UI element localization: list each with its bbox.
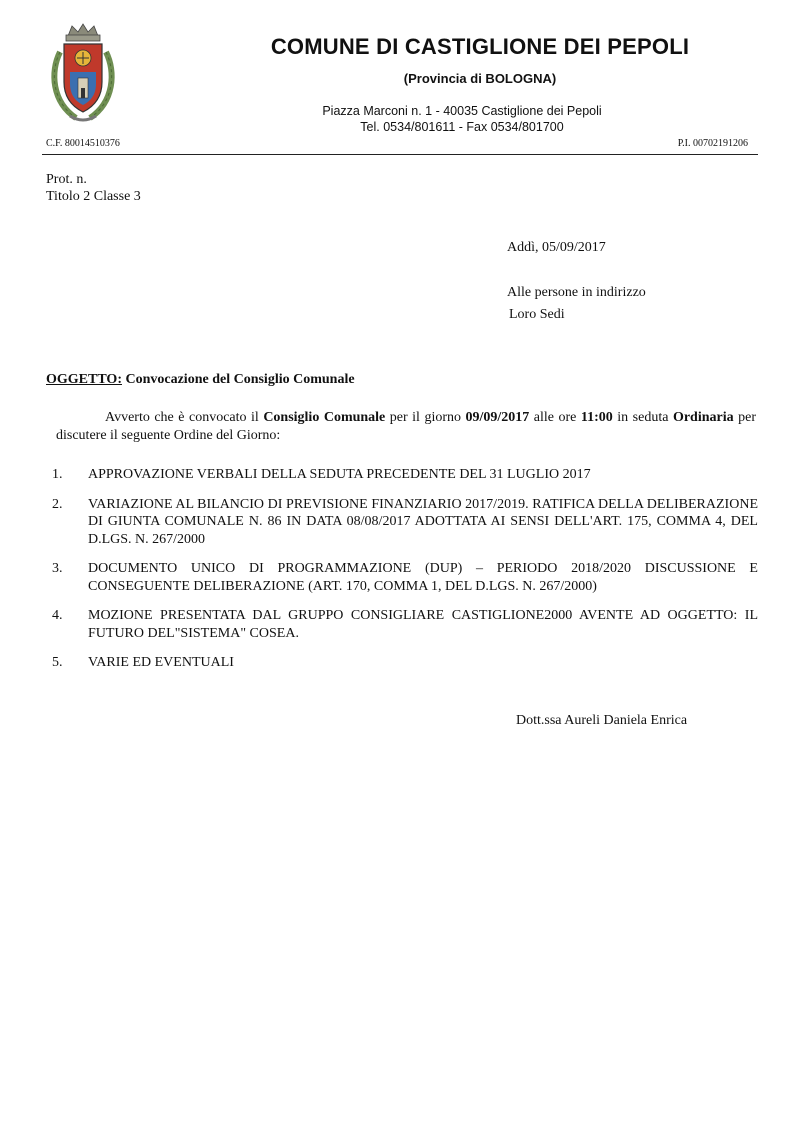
agenda-item-text: VARIAZIONE AL BILANCIO DI PREVISIONE FINANZIARIO 2017/2019. RATIFICA DELLA DELIBERAZIONE DI GIUNTA COMUNALE N. 86 IN DATA 08/08/2017 ADOTTATA AI SENSI DELL'ART. 175, COMMA 4, DEL D.LGS. N. 267/2000	[88, 496, 758, 547]
agenda-item-text: MOZIONE PRESENTATA DAL GRUPPO CONSIGLIARE CASTIGLIONE2000 AVENTE AD OGGETTO: IL FUTURO DEL"SISTEMA" COSEA.	[88, 608, 758, 641]
intro-text-3: alle ore	[529, 410, 581, 425]
intro-date: 09/09/2017	[465, 410, 530, 425]
letter-date: Addì, 05/09/2017	[507, 240, 606, 255]
agenda-item	[46, 654, 758, 672]
intro-session-type: Ordinaria	[672, 410, 734, 425]
agenda-item-number: 5.	[52, 655, 63, 670]
agenda-item-text: VARIE ED EVENTUALI	[88, 655, 234, 670]
intro-paragraph	[56, 409, 756, 445]
header-title: COMUNE DI CASTIGLIONE DEI PEPOLI	[270, 34, 690, 59]
agenda-item	[46, 496, 758, 549]
subject-line	[46, 371, 355, 389]
agenda-item	[46, 560, 758, 595]
intro-text-5: per discutere il seguente Ordine del Giorno:	[56, 410, 756, 443]
agenda-item-text: APPROVAZIONE VERBALI DELLA SEDUTA PRECEDENTE DEL 31 LUGLIO 2017	[88, 467, 591, 482]
agenda-item	[46, 607, 758, 642]
header-divider	[42, 154, 758, 155]
intro-text-4: in seduta	[612, 410, 673, 425]
intro-text-1: Avverto che è convocato il	[105, 410, 264, 425]
protocol-number: Prot. n.	[46, 172, 87, 187]
agenda-item-text: DOCUMENTO UNICO DI PROGRAMMAZIONE (DUP) – PERIODO 2018/2020 DISCUSSIONE E CONSEGUENTE DELIBERAZIONE (ART. 170, COMMA 1, DEL D.LGS. N. 267/2000)	[88, 561, 758, 594]
recipients-line-2: Loro Sedi	[509, 307, 565, 322]
agenda-list	[46, 466, 758, 684]
agenda-item	[46, 466, 758, 484]
intro-time: 11:00	[580, 410, 613, 425]
header-province: (Provincia di BOLOGNA)	[403, 71, 557, 86]
signature: Dott.ssa Aureli Daniela Enrica	[516, 713, 688, 728]
coat-of-arms-icon	[46, 22, 120, 126]
header-address: Piazza Marconi n. 1 - 40035 Castiglione dei Pepoli	[322, 104, 602, 118]
fiscal-code: C.F. 80014510376	[46, 138, 120, 149]
header-phone: Tel. 0534/801611 - Fax 0534/801700	[360, 120, 564, 134]
recipients-line-1: Alle persone in indirizzo	[507, 285, 646, 300]
subject-label: OGGETTO:	[46, 372, 122, 387]
subject-text: Convocazione del Consiglio Comunale	[121, 372, 355, 387]
agenda-item-number: 4.	[52, 608, 63, 623]
agenda-item-number: 1.	[52, 467, 63, 482]
agenda-item-number: 2.	[52, 496, 63, 512]
vat-number: P.I. 00702191206	[677, 138, 748, 149]
agenda-item-number: 3.	[52, 561, 63, 576]
intro-text-2: per il giorno	[385, 410, 466, 425]
intro-council: Consiglio Comunale	[263, 410, 386, 425]
classification: Titolo 2 Classe 3	[46, 189, 141, 204]
